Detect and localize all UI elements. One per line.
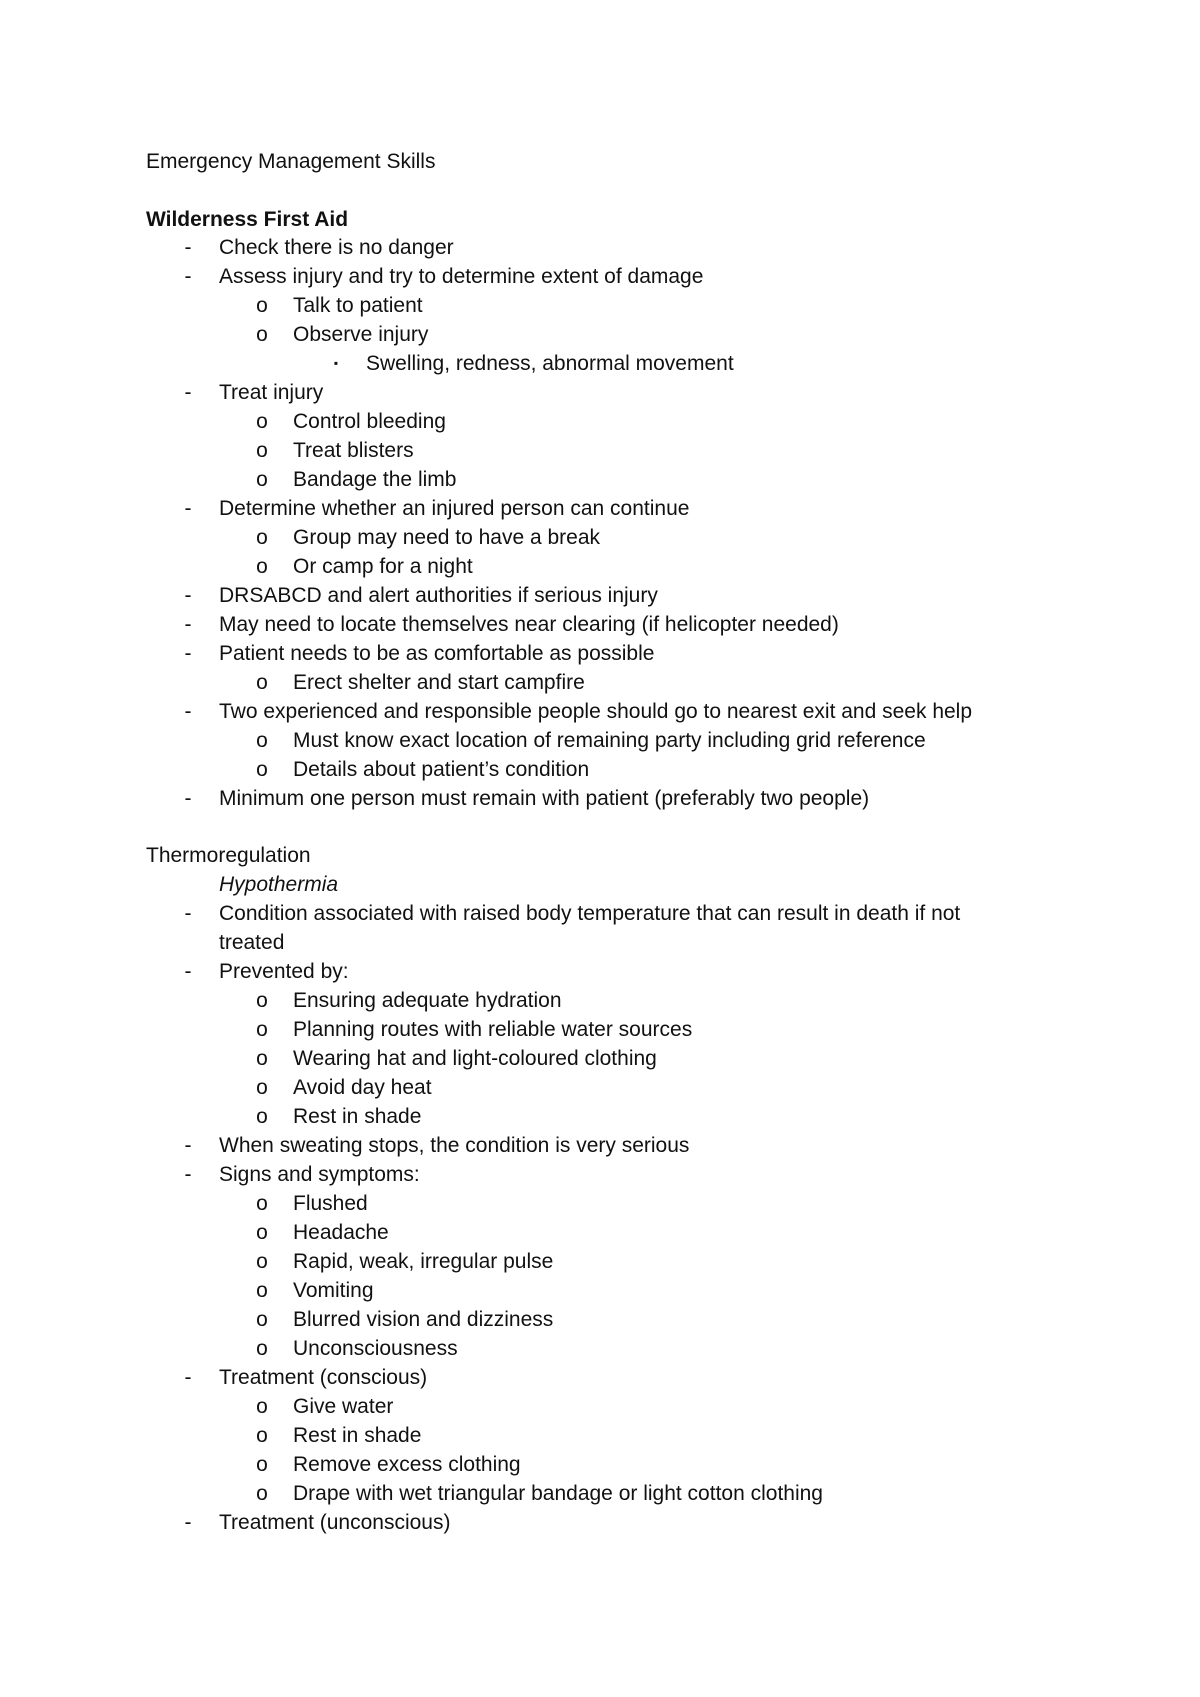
list-bullet: -: [184, 1511, 192, 1534]
list-bullet: o: [256, 1337, 268, 1360]
list-item: Prevented by:: [219, 960, 349, 983]
list-bullet: o: [256, 1018, 268, 1041]
list-item: Or camp for a night: [293, 555, 473, 578]
list-bullet: o: [256, 1424, 268, 1447]
list-bullet: o: [256, 1395, 268, 1418]
list-bullet: o: [256, 1482, 268, 1505]
list-bullet: o: [256, 439, 268, 462]
list-bullet: o: [256, 1076, 268, 1099]
list-bullet: -: [184, 787, 192, 810]
list-item-continuation: treated: [219, 931, 285, 954]
list-bullet: o: [256, 1279, 268, 1302]
list-bullet: o: [256, 1047, 268, 1070]
list-bullet: -: [184, 584, 192, 607]
list-item: Signs and symptoms:: [219, 1163, 420, 1186]
list-bullet: -: [184, 960, 192, 983]
list-item: Patient needs to be as comfortable as possible: [219, 642, 655, 665]
list-item: When sweating stops, the condition is very serious: [219, 1134, 690, 1157]
list-item: Determine whether an injured person can continue: [219, 497, 690, 520]
list-item: Remove excess clothing: [293, 1453, 521, 1476]
list-bullet: -: [184, 1163, 192, 1186]
list-item: Rest in shade: [293, 1105, 422, 1128]
list-bullet: ▪: [333, 356, 339, 370]
list-item: Rest in shade: [293, 1424, 422, 1447]
list-bullet: -: [184, 1134, 192, 1157]
list-item: Condition associated with raised body temperature that can result in death if not: [219, 902, 961, 925]
list-bullet: o: [256, 555, 268, 578]
list-item: Control bleeding: [293, 410, 446, 433]
list-bullet: o: [256, 468, 268, 491]
list-bullet: o: [256, 323, 268, 346]
list-item: Wearing hat and light-coloured clothing: [293, 1047, 657, 1070]
list-bullet: o: [256, 1221, 268, 1244]
list-item: Drape with wet triangular bandage or light cotton clothing: [293, 1482, 823, 1505]
list-item: Give water: [293, 1395, 394, 1418]
list-item: Check there is no danger: [219, 236, 454, 259]
list-item: Treat blisters: [293, 439, 414, 462]
list-bullet: -: [184, 236, 192, 259]
list-bullet: -: [184, 381, 192, 404]
list-item: Bandage the limb: [293, 468, 457, 491]
list-item: Treatment (unconscious): [219, 1511, 451, 1534]
list-item: Ensuring adequate hydration: [293, 989, 562, 1012]
list-item: Unconsciousness: [293, 1337, 458, 1360]
list-item: Rapid, weak, irregular pulse: [293, 1250, 554, 1273]
list-item: Details about patient’s condition: [293, 758, 590, 781]
list-item: Talk to patient: [293, 294, 423, 317]
list-bullet: -: [184, 700, 192, 723]
list-bullet: o: [256, 1308, 268, 1331]
list-item: Vomiting: [293, 1279, 374, 1302]
list-item: Assess injury and try to determine extent of damage: [219, 265, 704, 288]
list-bullet: -: [184, 1366, 192, 1389]
list-bullet: o: [256, 671, 268, 694]
list-bullet: -: [184, 265, 192, 288]
list-item: Two experienced and responsible people should go to nearest exit and seek help: [219, 700, 973, 723]
document-title: Emergency Management Skills: [146, 150, 436, 173]
list-bullet: o: [256, 1453, 268, 1476]
section-heading-thermoregulation: Thermoregulation: [146, 844, 311, 867]
section-subheading-hypothermia: Hypothermia: [219, 873, 339, 896]
list-item: Group may need to have a break: [293, 526, 601, 549]
list-item: Flushed: [293, 1192, 368, 1215]
list-bullet: -: [184, 902, 192, 925]
list-item: Erect shelter and start campfire: [293, 671, 585, 694]
list-bullet: o: [256, 989, 268, 1012]
list-item: Headache: [293, 1221, 389, 1244]
list-item: Blurred vision and dizziness: [293, 1308, 554, 1331]
list-item: Treat injury: [219, 381, 324, 404]
list-bullet: o: [256, 294, 268, 317]
list-bullet: -: [184, 642, 192, 665]
list-bullet: -: [184, 497, 192, 520]
list-item: Swelling, redness, abnormal movement: [366, 352, 734, 375]
list-bullet: o: [256, 526, 268, 549]
list-bullet: o: [256, 1250, 268, 1273]
list-item: Minimum one person must remain with patient (preferably two people): [219, 787, 870, 810]
section-heading-wilderness-first-aid: Wilderness First Aid: [146, 208, 349, 231]
list-bullet: o: [256, 1105, 268, 1128]
list-bullet: o: [256, 758, 268, 781]
list-item: Avoid day heat: [293, 1076, 432, 1099]
list-item: DRSABCD and alert authorities if serious injury: [219, 584, 658, 607]
list-item: Treatment (conscious): [219, 1366, 428, 1389]
list-bullet: o: [256, 729, 268, 752]
list-item: May need to locate themselves near clearing (if helicopter needed): [219, 613, 839, 636]
list-bullet: o: [256, 410, 268, 433]
list-item: Observe injury: [293, 323, 429, 346]
list-item: Planning routes with reliable water sources: [293, 1018, 693, 1041]
list-item: Must know exact location of remaining party including grid reference: [293, 729, 926, 752]
list-bullet: -: [184, 613, 192, 636]
list-bullet: o: [256, 1192, 268, 1215]
